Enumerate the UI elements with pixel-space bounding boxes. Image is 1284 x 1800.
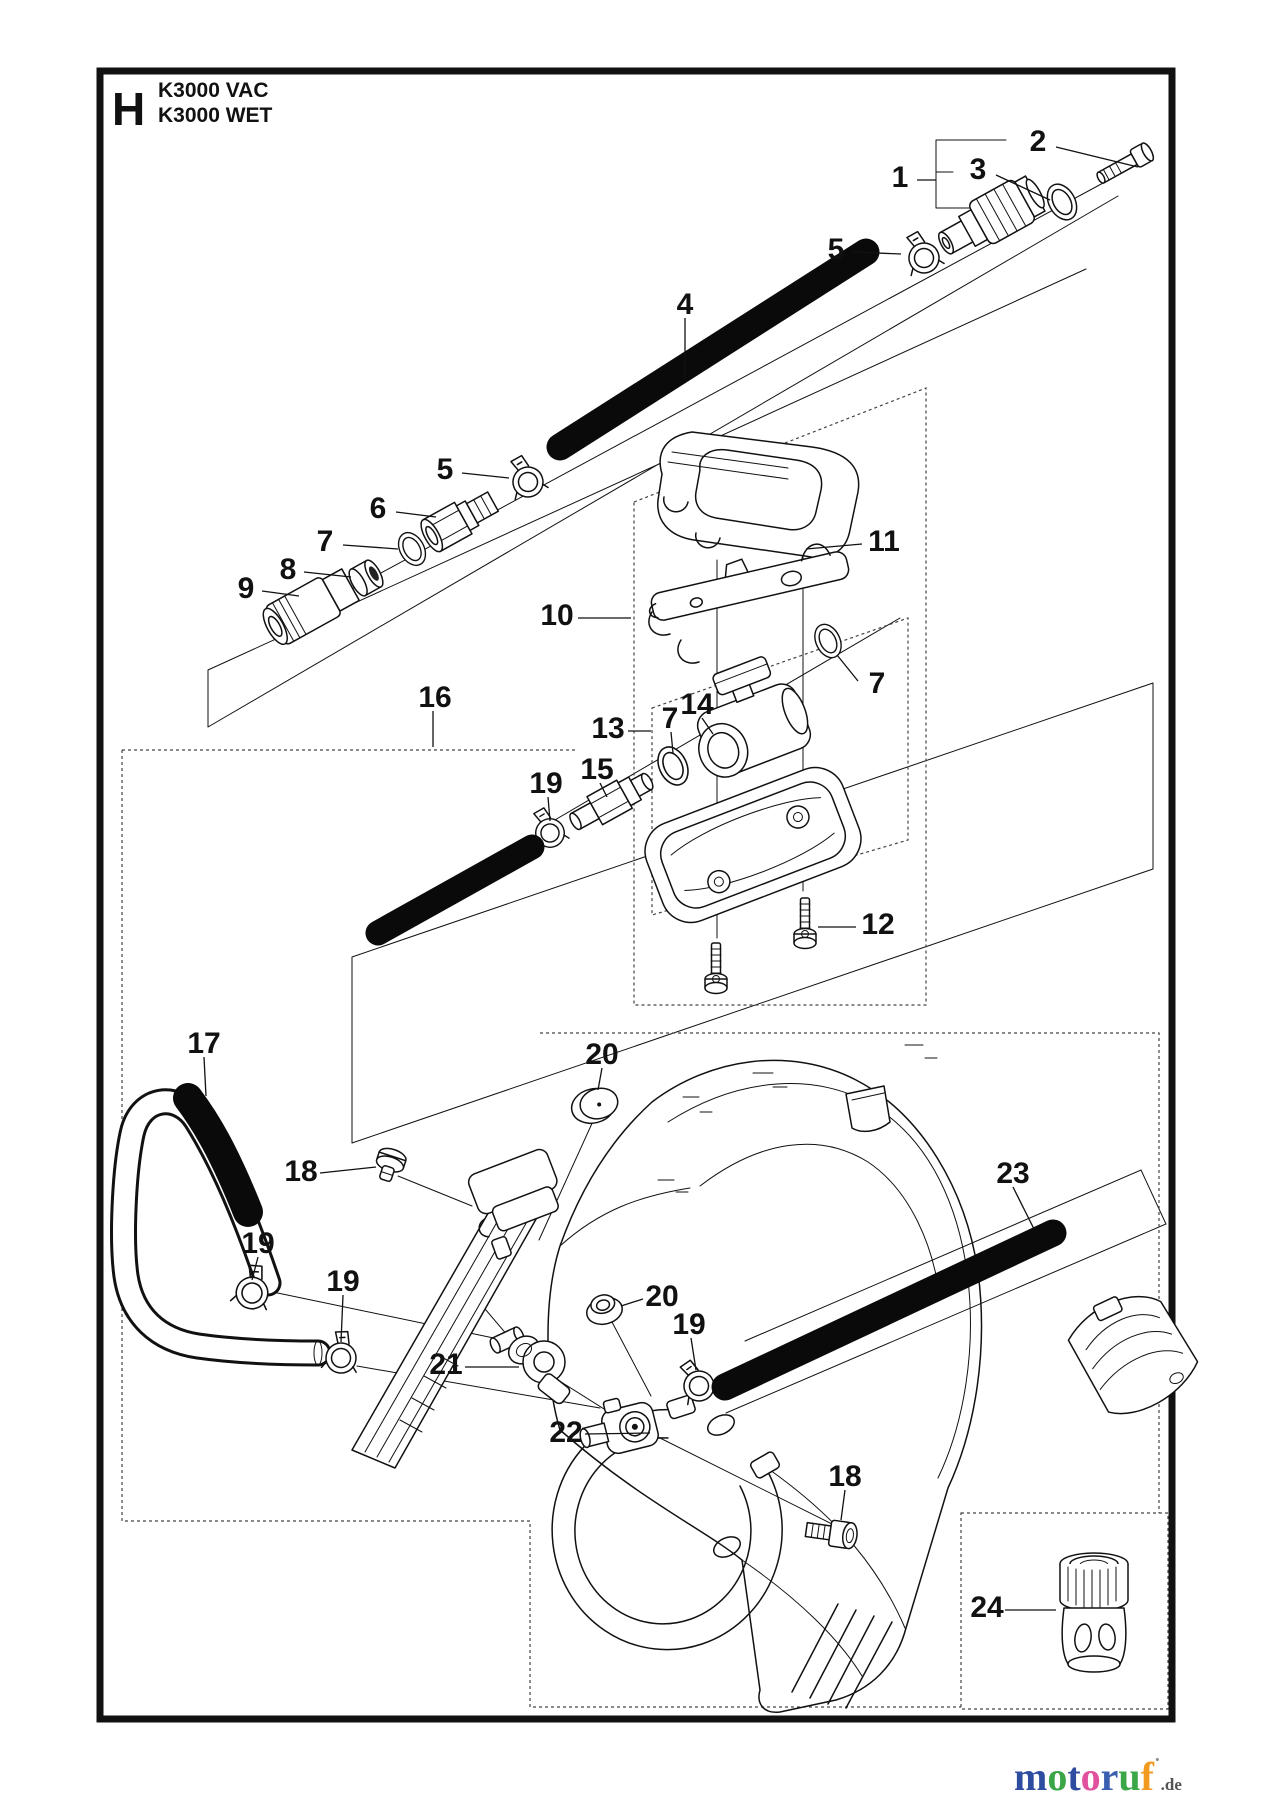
screw-12-left [705,943,727,994]
label-23: 23 [996,1157,1030,1190]
model-name-2: K3000 WET [158,104,273,127]
label-7b: 7 [661,702,679,735]
deflector-cover [1060,1277,1206,1427]
label-19m: 19 [529,767,563,800]
label-18b-leader [841,1490,845,1520]
hose-16 [378,847,532,933]
fitting-6 [417,486,502,555]
motoruf-logo: motoruf˙$_{.de}$ [1014,1754,1182,1799]
hose-4 [560,252,866,447]
label-7a: 7 [316,525,334,558]
grommet-20-lower [583,1291,625,1328]
banjo-22 [573,1391,660,1462]
handle-top-cover [658,432,859,557]
rivet-18-top [371,1145,408,1184]
handle-bottom-shell [636,759,869,931]
label-19b: 19 [326,1265,360,1298]
label-16: 16 [418,681,452,714]
plug-20-upper [568,1083,622,1127]
label-19a: 19 [241,1227,275,1260]
label-1: 1 [891,161,909,194]
label-17: 17 [187,1027,221,1060]
elbow-21 [504,1331,572,1406]
spray-arm [352,1147,567,1468]
label-5b-leader [462,473,509,478]
hose-23 [725,1233,1053,1387]
label-17-leader [204,1057,206,1096]
sheet-letter: H [112,83,146,135]
label-13: 13 [591,712,625,745]
header [112,79,273,135]
label-9: 9 [237,572,255,605]
oring-3 [1041,179,1082,225]
label-14: 14 [680,688,714,721]
label-11: 11 [868,525,900,558]
screw-18-bottom [805,1517,859,1550]
label-18a: 18 [284,1155,318,1188]
label-22: 22 [549,1416,583,1449]
label-7c: 7 [868,667,886,700]
label-5b: 5 [436,453,454,486]
label-19m-leader [548,797,550,821]
label-19c: 19 [672,1308,706,1341]
label-21: 21 [429,1348,463,1381]
bolt-2 [1094,141,1156,188]
label-20b: 20 [645,1280,679,1313]
label-15: 15 [580,753,614,786]
screw-12-right [794,898,816,949]
label-20a: 20 [585,1038,619,1071]
label-5a: 5 [827,233,845,266]
model-name-1: K3000 VAC [158,79,269,102]
label-18a-leader [320,1167,376,1173]
label-7a-leader [343,545,398,549]
oring-7-right [810,620,846,662]
label-8: 8 [279,553,297,586]
coupler-1 [930,170,1051,266]
hose-coupling-24 [1060,1553,1128,1672]
label-2: 2 [1029,125,1047,158]
label-4: 4 [676,288,694,321]
label-10: 10 [540,599,574,632]
label-20b-leader [621,1299,643,1306]
label-3: 3 [969,153,987,186]
label-20a-leader [598,1068,602,1090]
label-6: 6 [369,492,387,525]
label-7c-leader [837,655,858,681]
coupler-9 [258,565,362,649]
label-24: 24 [970,1591,1004,1624]
label-12: 12 [861,908,895,941]
construction-lines [122,140,1168,1709]
label-19b-leader [341,1295,343,1342]
label-6-leader [396,512,436,517]
loop-handle-17 [124,1098,322,1365]
label-23-leader [1013,1187,1034,1229]
label-18b: 18 [828,1460,862,1493]
clamp-5-mid [502,451,549,502]
clamp-5-top [898,227,945,278]
page-border [100,71,1172,1719]
